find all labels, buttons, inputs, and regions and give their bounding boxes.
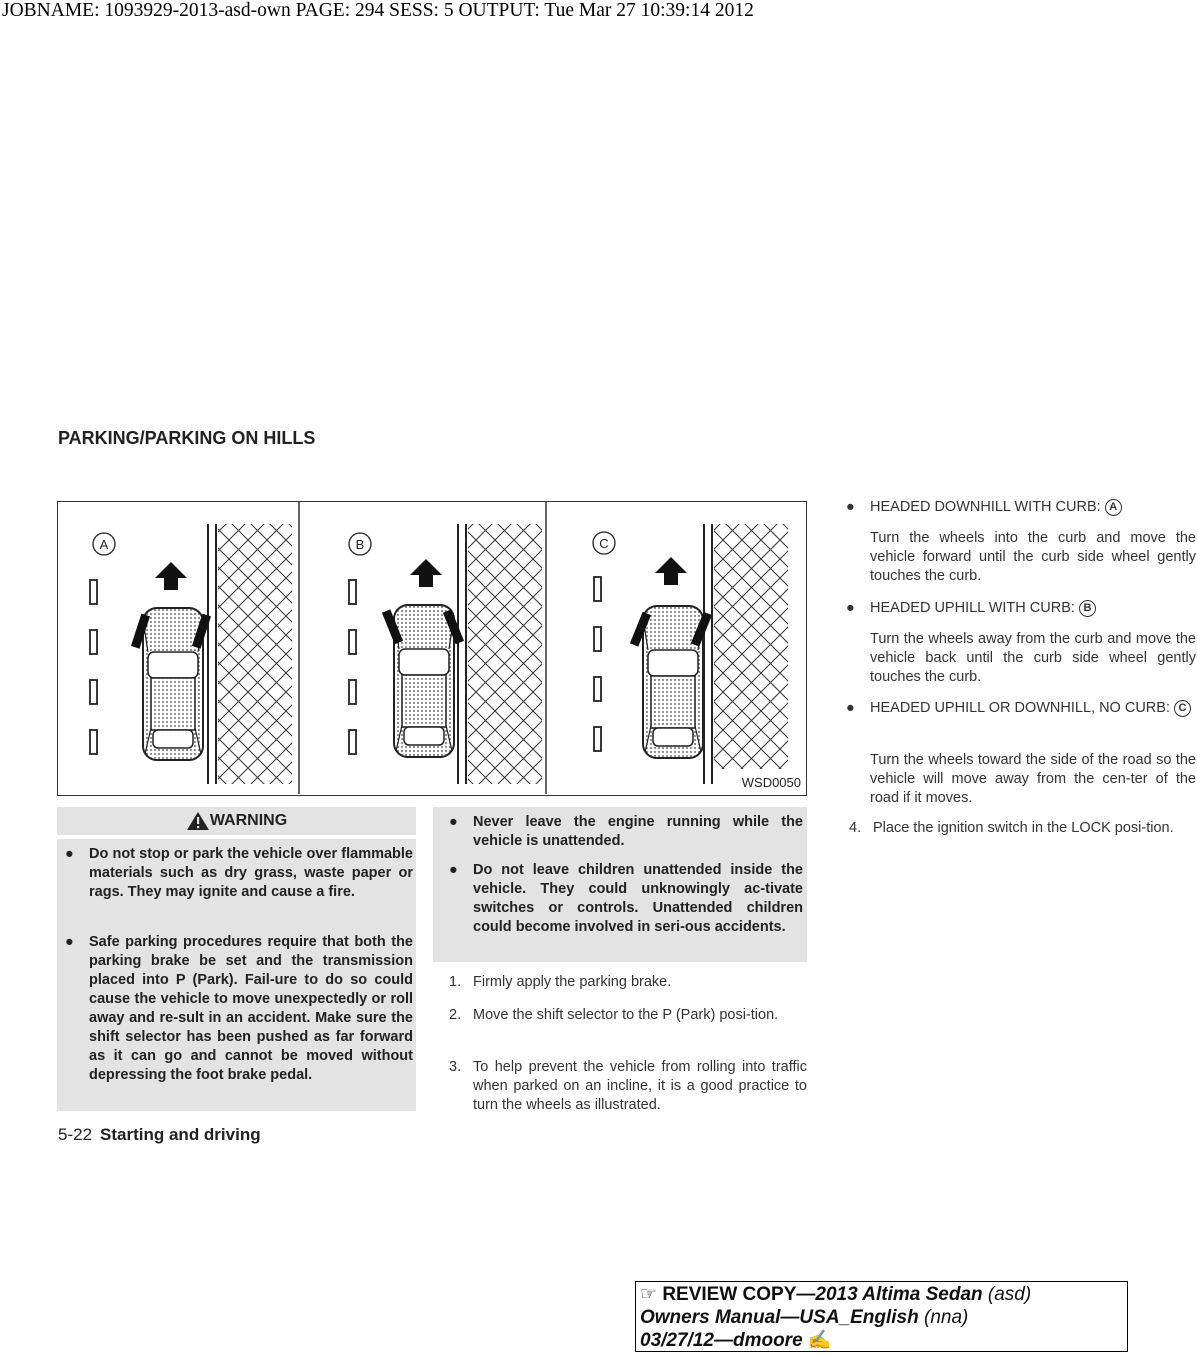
panel-c	[593, 524, 788, 784]
page-footer	[58, 1125, 261, 1145]
figure-code: WSD0050	[741, 775, 801, 790]
warning-header	[57, 807, 416, 835]
ref-c-badge: C	[1174, 700, 1191, 717]
case-a-text: Turn the wheels into the curb and move the vehicle forward until the curb side wheel gently touches the curb.	[870, 530, 1196, 584]
step-1: 1. Firmly apply the parking brake.	[449, 974, 672, 990]
parking-illustration	[57, 501, 807, 796]
case-a-heading: ● HEADED DOWNHILL WITH CURB: A	[846, 498, 1196, 517]
case-c-text: Turn the wheels toward the side of the road so the vehicle will move away from the cen-ter of the road if it moves.	[870, 752, 1196, 806]
case-c-heading: ● HEADED UPHILL OR DOWNHILL, NO CURB: C	[846, 699, 1196, 718]
warning-item: ● Safe parking procedures require that both the parking brake be set and the transmission placed into P (Park). Fail-ure to do so could cause the vehicle to move unexpectedly or roll away and re-sult in an accident. Make sure the shift selector has been pushed as far forward as it can go and cannot be moved without depressing the foot brake pedal.	[65, 934, 413, 1083]
writing-hand-icon: ✍	[807, 1330, 832, 1351]
panel-b	[349, 524, 542, 784]
ref-a-badge: A	[1105, 499, 1122, 516]
job-header: JOBNAME: 1093929-2013-asd-own PAGE: 294 SESS: 5 OUTPUT: Tue Mar 27 10:39:14 2012	[2, 0, 754, 21]
label-b: B	[355, 537, 365, 552]
pointing-hand-icon: ☞	[640, 1284, 658, 1305]
step-2: 2. Move the shift selector to the P (Park) posi-tion.	[449, 1007, 779, 1023]
page-number: 5-22	[58, 1125, 93, 1144]
step-3: 3. To help prevent the vehicle from rolling into traffic when parked on an incline, it is a good practice to turn the wheels as illustrated.	[449, 1059, 807, 1113]
bullet-icon: ●	[65, 846, 74, 862]
review-copy-box: ☞ REVIEW COPY—2013 Altima Sedan (asd) Owners Manual—USA_English (nna) 03/27/12—dmoore ✍	[635, 1281, 1128, 1352]
case-b-heading: ● HEADED UPHILL WITH CURB: B	[846, 599, 1196, 618]
warning-item: ● Do not leave children unattended inside the vehicle. They could unknowingly ac-tivate switches or controls. Unattended children could become involved in seri-ous accidents.	[449, 862, 803, 935]
section-title: PARKING/PARKING ON HILLS	[58, 428, 316, 448]
warning-item: ● Never leave the engine running while the vehicle is unattended.	[449, 814, 803, 849]
bullet-icon: ●	[846, 499, 855, 515]
label-a: A	[99, 537, 109, 552]
bullet-icon: ●	[449, 814, 458, 830]
warning-triangle-icon	[186, 811, 210, 831]
bullet-icon: ●	[65, 934, 74, 950]
warning-left-box	[57, 839, 416, 1111]
label-c: C	[599, 536, 609, 551]
bullet-icon: ●	[449, 862, 458, 878]
step-4: 4. Place the ignition switch in the LOCK posi-tion.	[849, 820, 1174, 836]
warning-right-box	[433, 807, 807, 962]
ref-b-badge: B	[1079, 600, 1096, 617]
case-b-text: Turn the wheels away from the curb and move the vehicle back until the curb side wheel gently touches the curb.	[870, 631, 1196, 685]
bullet-icon: ●	[846, 600, 855, 616]
panel-a	[90, 524, 292, 784]
warning-title: WARNING	[209, 812, 288, 829]
chapter-title: Starting and driving	[100, 1125, 261, 1144]
bullet-icon: ●	[846, 700, 855, 716]
warning-item: ● Do not stop or park the vehicle over flammable materials such as dry grass, waste paper or rags. They may ignite and cause a fire.	[65, 846, 413, 900]
